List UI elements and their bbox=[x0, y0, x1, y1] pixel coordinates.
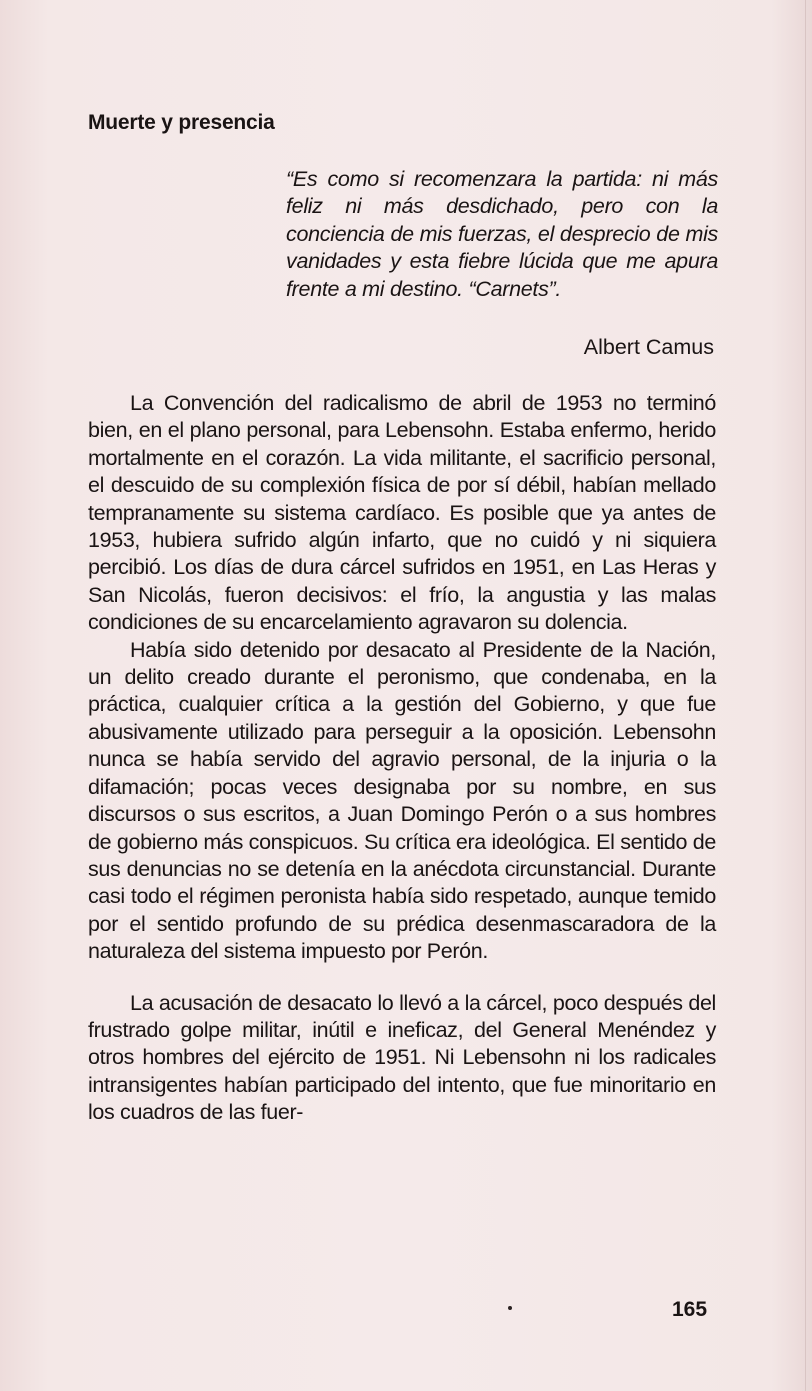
page-number: 165 bbox=[672, 1298, 708, 1321]
paragraph: Había sido detenido por desacato al Presidente de la Nación, un delito creado durante el peronismo, que condenaba, en la práctica, cualquier crítica a la gestión del Gobierno, y que fue abusivamente utilizado para perseguir a la oposición. Lebensohn nunca se había servido del agravio personal, de la injuria o la difamación; pocas veces designaba por su nombre, en sus discursos o sus escritos, a Juan Domingo Perón o a sus hombres de gobierno más conspicuos. Su crítica era ideológica. El sentido de sus denuncias no se detenía en la anécdota circunstancial. Durante casi todo el régimen peronista había sido respetado, aunque temido por el sentido profundo de su prédica desenmascaradora de la naturaleza del sistema impuesto por Perón. bbox=[88, 637, 716, 964]
paragraph: La acusación de desacato lo llevó a la cárcel, poco después del frustrado golpe militar, inútil e ineficaz, del General Menéndez y otros hombres del ejército de 1951. Ni Lebensohn ni los radicales intransigentes habían participado del intento, que fue minoritario en los cuadros de las fuer- bbox=[88, 990, 716, 1125]
paragraph: La Convención del radicalismo de abril de 1953 no terminó bien, en el plano personal, para Lebensohn. Estaba enfermo, herido mortalmente en el corazón. La vida militante, el sacrificio personal, el descuido de su complexión física de por sí débil, habían mellado tempranamente su sistema cardíaco. Es posible que ya antes de 1953, hubiera sufrido algún infarto, que no cuidó y ni siquiera percibió. Los días de dura cárcel sufridos en 1951, en Las Heras y San Nicolás, fueron decisivos: el frío, la angustia y las malas condiciones de su encarcelamiento agravaron su dolencia. bbox=[88, 391, 716, 635]
epigraph-author: Albert Camus bbox=[583, 335, 714, 359]
epigraph-quote: “Es como si recomenzara la partida: ni más feliz ni más desdichado, pero con la conciencia de mis fuerzas, el desprecio de mis vanidades y esta fiebre lúcida que me apura frente a mi destino. “Carnets”. bbox=[286, 167, 718, 301]
section-heading: Muerte y presencia bbox=[88, 111, 275, 134]
page-edge bbox=[805, 0, 806, 1391]
body-text bbox=[88, 390, 716, 1127]
print-speck bbox=[508, 1306, 512, 1310]
